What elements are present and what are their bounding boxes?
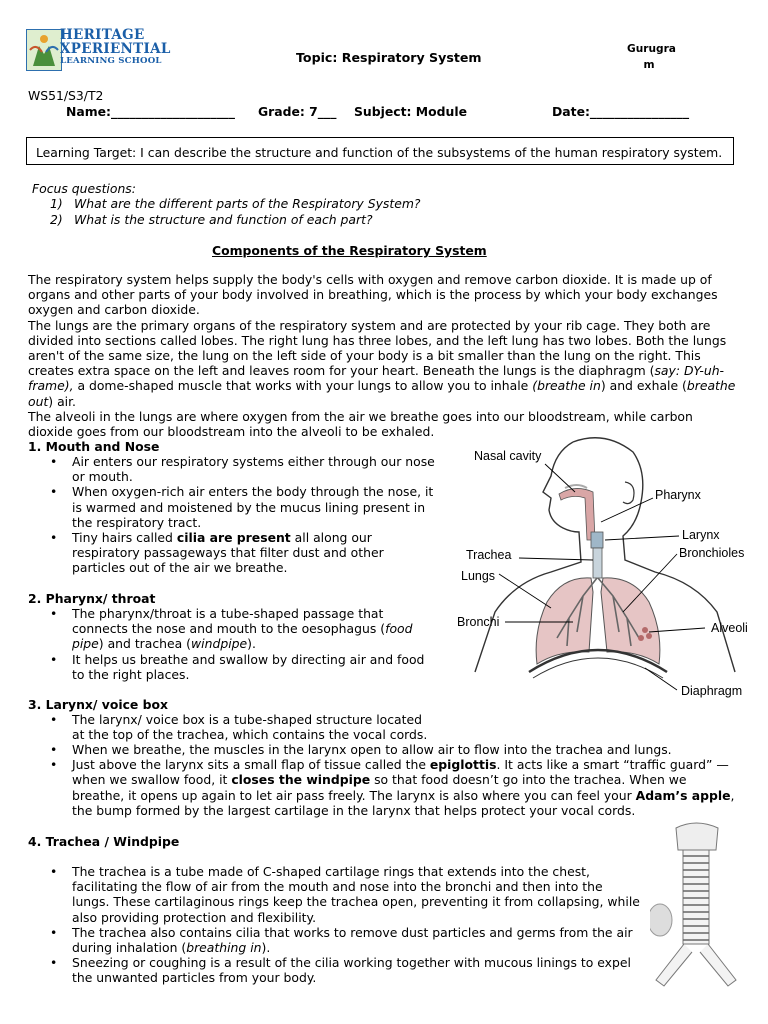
section-1-title: 1. Mouth and Nose bbox=[28, 439, 160, 454]
school-city: Gurugra m bbox=[627, 43, 676, 71]
focus-question-1: What are the different parts of the Respiratory System? bbox=[74, 196, 421, 211]
focus-q1-number: 1) bbox=[50, 196, 63, 211]
date-field: Date:________________ bbox=[552, 104, 690, 119]
section-3-title: 3. Larynx/ voice box bbox=[28, 697, 169, 712]
school-logo bbox=[26, 29, 174, 71]
label-pharynx: Pharynx bbox=[655, 488, 701, 502]
label-lungs: Lungs bbox=[461, 569, 496, 583]
list-item: • Sneezing or coughing is a result of the cilia working together with mucous linings to expel the unwanted particles from your body. bbox=[28, 955, 642, 985]
name-field: Name:____________________ bbox=[66, 104, 235, 119]
intro-text bbox=[28, 272, 736, 439]
label-alveoli: Alveoli bbox=[711, 621, 748, 635]
learning-target: Learning Target: I can describe the structure and function of the subsystems of the human respiratory system. bbox=[36, 145, 723, 160]
page-topic: Topic: Respiratory System bbox=[296, 50, 482, 65]
list-item: • The trachea is a tube made of C-shaped cartilage rings that extends into the chest, facilitating the flow of air from the mouth and nose into the bronchi and then into the lungs. These cartilaginous rings keep the trachea open, preventing it from collapsing, while also providing protection and flexibility. bbox=[28, 864, 642, 925]
list-item: • The pharynx/throat is a tube-shaped passage that connects the nose and mouth to the oesophagus (food pipe) and trachea (windpipe). bbox=[28, 606, 438, 652]
worksheet-code: WS51/S3/T2 bbox=[28, 88, 104, 103]
section-3-list-b bbox=[28, 742, 736, 818]
label-diaphragm: Diaphragm bbox=[681, 684, 743, 698]
focus-q2-number: 2) bbox=[50, 212, 63, 227]
list-item: • When oxygen-rich air enters the body through the nose, it is warmed and moistened by the mucus lining present in the respiratory tract. bbox=[28, 484, 438, 530]
logo-line-1: HERITAGE bbox=[60, 27, 145, 43]
list-item: • When we breathe, the muscles in the larynx open to allow air to flow into the trachea and lungs. bbox=[28, 742, 736, 757]
list-item: • Just above the larynx sits a small flap of tissue called the epiglottis. It acts like a smart “traffic guard” — when we swallow food, it closes the windpipe so that food doesn’t go into the trachea. When we breathe, it opens up again to let air pass freely. The larynx is also where you can feel your Adam’s apple, the bump formed by the largest cartilage in the larynx that helps protect your vocal cords. bbox=[28, 757, 736, 818]
list-item: • It helps us breathe and swallow by directing air and food to the right places. bbox=[28, 652, 438, 682]
focus-question-2: What is the structure and function of each part? bbox=[74, 212, 373, 227]
label-bronchi: Bronchi bbox=[457, 615, 500, 629]
label-nasal-cavity: Nasal cavity bbox=[474, 449, 542, 463]
label-bronchioles: Bronchioles bbox=[679, 546, 745, 560]
logo-line-3: LEARNING SCHOOL bbox=[60, 56, 162, 66]
section-1-list bbox=[28, 454, 438, 576]
list-item: • The larynx/ voice box is a tube-shaped structure located at the top of the trachea, which contains the vocal cords. bbox=[28, 712, 438, 742]
intro-paragraph-1: The respiratory system helps supply the body's cells with oxygen and remove carbon dioxide. It is made up of organs and other parts of your body involved in breathing, which is the process by which your body exchanges oxygen and carbon dioxide. bbox=[28, 272, 718, 318]
focus-title: Focus questions: bbox=[32, 181, 136, 196]
grade-field: Grade: 7___ bbox=[258, 104, 337, 119]
trachea-icon bbox=[650, 820, 744, 990]
section-4-list bbox=[28, 864, 642, 986]
section-2-title: 2. Pharynx/ throat bbox=[28, 591, 156, 606]
section-4-title: 4. Trachea / Windpipe bbox=[28, 834, 180, 849]
respiratory-diagram bbox=[455, 432, 755, 707]
list-item: • Air enters our respiratory systems either through our nose or mouth. bbox=[28, 454, 438, 484]
list-item: • Tiny hairs called cilia are present all along our respiratory passageways that filter dust and other particles out of the air we breathe. bbox=[28, 530, 438, 576]
main-title: Components of the Respiratory System bbox=[212, 243, 487, 258]
section-3-list-a bbox=[28, 712, 438, 742]
label-larynx: Larynx bbox=[682, 528, 720, 542]
intro-paragraph-2: The lungs are the primary organs of the respiratory system and are protected by your rib cage. They both are divided into sections called lobes. The right lung has three lobes, and the left lung has two lobes. Both the lungs aren't of the same size, the lung on the left side of your body is a bit smaller than the lung on the right. This creates extra space on the left and leaves room for your heart. Beneath the lungs is the diaphragm (say: DY-uh-frame), a dome-shaped muscle that works with your lungs to allow you to inhale (breathe in) and exhale (breathe out) air. bbox=[28, 317, 736, 409]
subject-field: Subject: Module bbox=[354, 104, 467, 119]
trachea-illustration bbox=[650, 820, 744, 990]
intro-paragraph-3: The alveoli in the lungs are where oxygen from the air we breathe goes into our bloodstream, while carbon dioxide goes from our bloodstream into the alveoli to be exhaled. bbox=[28, 408, 693, 440]
section-2-list bbox=[28, 606, 438, 682]
logo-emblem-icon bbox=[26, 29, 62, 71]
logo-line-2: XPERIENTIAL bbox=[60, 41, 171, 57]
label-trachea: Trachea bbox=[466, 548, 512, 562]
respiratory-diagram-drawing bbox=[455, 432, 755, 707]
list-item: • The trachea also contains cilia that works to remove dust particles and germs from the air during inhalation (breathing in). bbox=[28, 925, 642, 955]
